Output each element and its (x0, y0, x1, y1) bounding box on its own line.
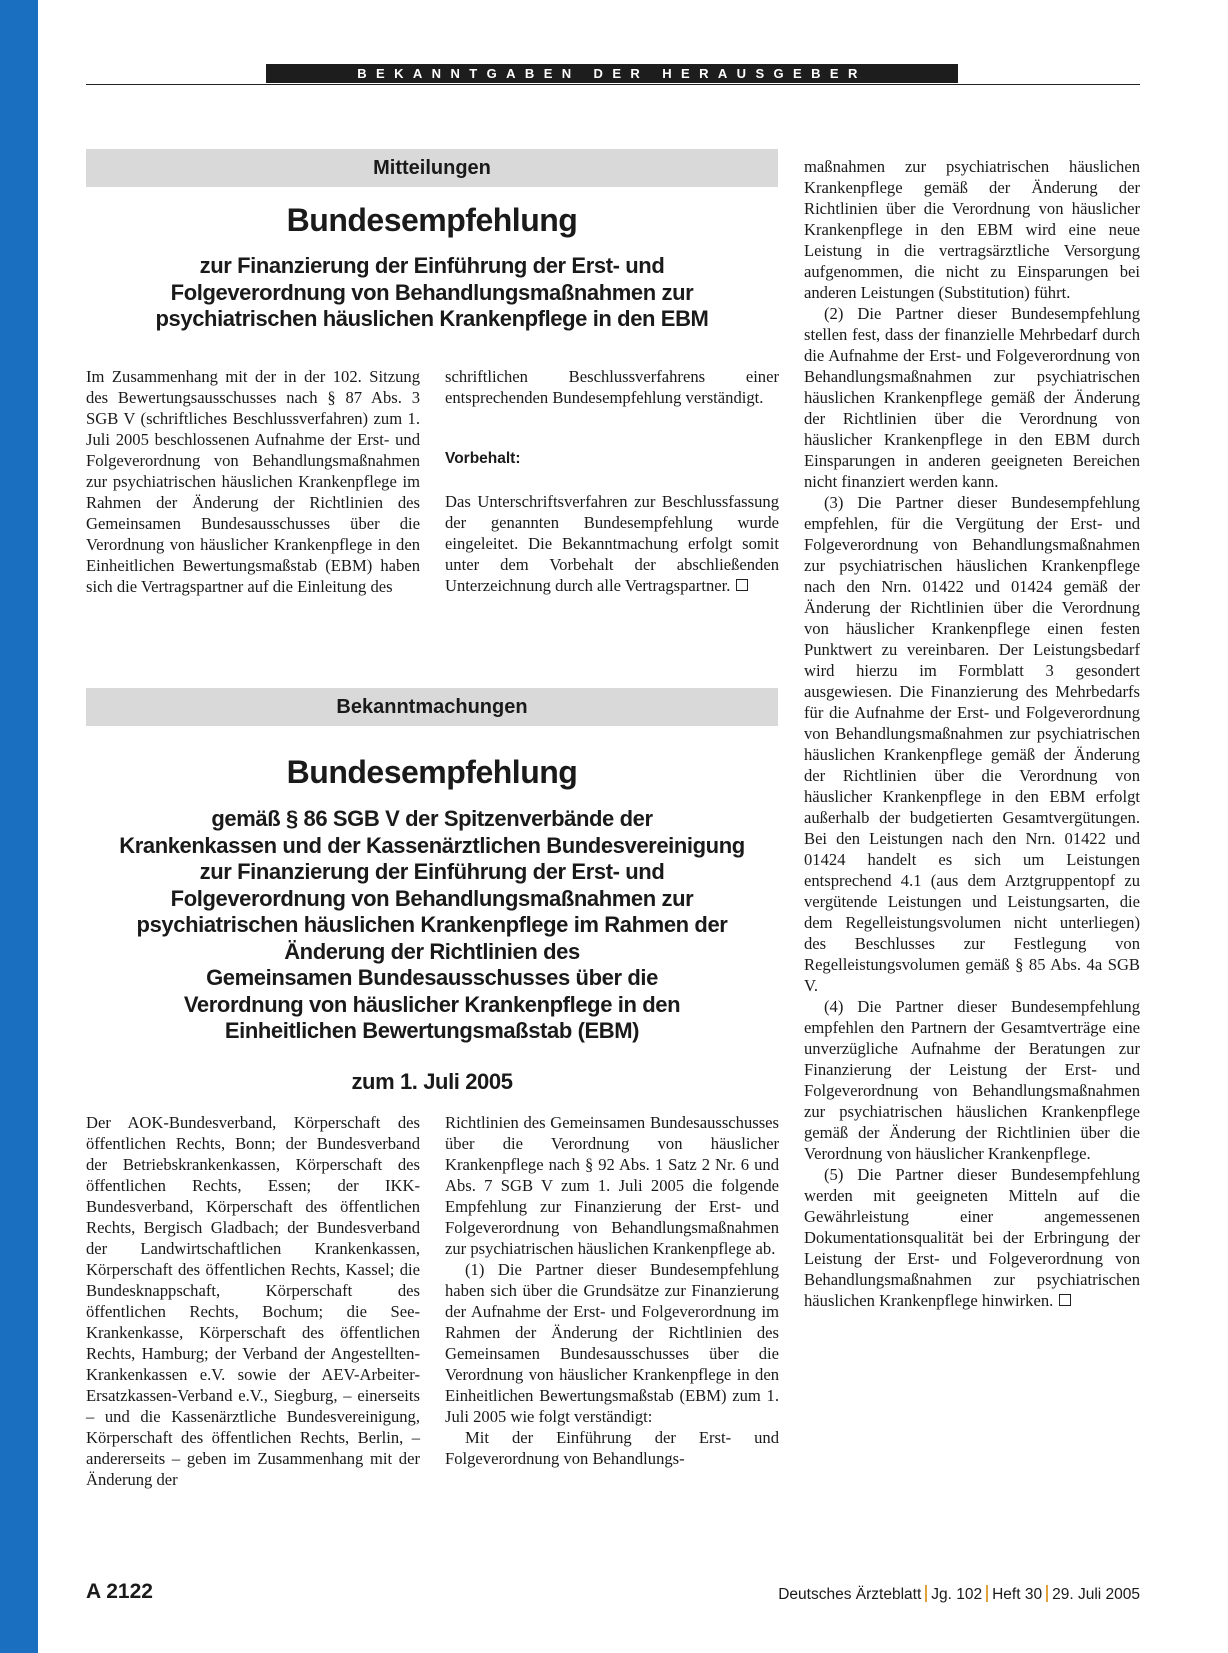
subtitle-line: psychiatrischen häuslichen Krankenpflege in den EBM (155, 306, 709, 331)
separator (986, 1585, 988, 1602)
side-color-bar (0, 0, 38, 1653)
paragraph: (4) Die Partner dieser Bundesempfehlung empfehlen den Partnern der Gesamtverträge eine unverzügliche Aufnahme der Beratungen zur Finanzierung der Leistung der Erst- und Folgeverordnung von Behandlungsmaßnahmen zur psychiatrischen häuslichen Krankenpflege gemäß der Änderung der Richtlinien über die Verordnung von häuslicher Krankenpflege. (804, 997, 1140, 1163)
article1-column-1 (86, 366, 420, 597)
paragraph: (2) Die Partner dieser Bundesempfehlung stellen fest, dass der finanzielle Mehrbedarf durch die Aufnahme der Erst- und Folgeverordnung von Behandlungsmaßnahmen zur psychiatrischen häuslichen Krankenpflege gemäß der Änderung der Richtlinien über die Verordnung von häuslicher Krankenpflege in den EBM durch Einsparungen in anderen geeigneten Bereichen nicht finanziert werden kann. (804, 304, 1140, 491)
paragraph: Richtlinien des Gemeinsamen Bundesausschusses über die Verordnung von häuslicher Krankenpflege nach § 92 Abs. 1 Satz 2 Nr. 6 und Abs. 7 SGB V zum 1. Juli 2005 die folgende Empfehlung zur Finanzierung der Erst- und Folgeverordnung von Behandlungsmaßnahmen zur psychiatrischen häuslichen Krankenpflege ab. (445, 1113, 779, 1258)
subtitle-line: Einheitlichen Bewertungsmaßstab (EBM) (224, 1018, 640, 1043)
journal-info (778, 1585, 1140, 1604)
separator (925, 1585, 927, 1602)
paragraph: Das Unterschriftsverfahren zur Beschlussfassung der genannten Bundesempfehlung wurde eingeleitet. Die Bekanntmachung erfolgt somit unter dem Vorbehalt der abschließenden Unterzeichnung durch alle Vertragspartner. (445, 492, 779, 595)
article1-column-2 (445, 366, 779, 596)
subtitle-line: Folgeverordnung von Behandlungsmaßnahmen zur (170, 885, 694, 911)
separator (1046, 1585, 1048, 1602)
article2-subtitle (86, 806, 778, 1045)
subtitle-line: Verordnung von häuslicher Krankenpflege in den (183, 991, 681, 1017)
section-header-label: BEKANNTGABEN DER HERAUSGEBER (266, 64, 958, 83)
end-of-article-mark (736, 579, 748, 591)
article2-date-line: zum 1. Juli 2005 (351, 1069, 513, 1094)
end-of-article-mark (1059, 1294, 1071, 1306)
article1-title: Bundesempfehlung (286, 202, 578, 238)
category-bar-mitteilungen: Mitteilungen (86, 149, 778, 187)
subtitle-line: zur Finanzierung der Einführung der Erst- und (199, 253, 665, 278)
journal-date: 29. Juli 2005 (1052, 1586, 1140, 1603)
subtitle-line: psychiatrischen häuslichen Krankenpflege im Rahmen der (136, 912, 728, 937)
header-rule (86, 84, 1140, 85)
subtitle-line: Änderung der Richtlinien des (284, 938, 580, 964)
paragraph: (1) Die Partner dieser Bundesempfehlung haben sich über die Grundsätze zur Finanzierung der Aufnahme der Erst- und Folgeverordnung im Rahmen der Änderung der Richtlinien des Gemeinsamen Bundesausschusses über die Verordnung von häuslicher Krankenpflege in den Einheitlichen Bewertungsmaßstab (EBM) zum 1. Juli 2005 wie folgt verständigt: (445, 1260, 779, 1426)
paragraph: maßnahmen zur psychiatrischen häuslichen Krankenpflege gemäß der Änderung der Richtlinien über die Verordnung von häuslicher Krankenpflege in den EBM wird eine neue Leistung in die vertragsärztliche Versorgung aufgenommen, die nicht zu Einsparungen bei anderen Leistungen (Substitution) führt. (804, 157, 1140, 302)
journal-volume: Jg. 102 (931, 1586, 983, 1603)
paragraph: Der AOK-Bundesverband, Körperschaft des öffentlichen Rechts, Bonn; der Bundesverband der Betriebskrankenkassen, Körperschaft des öffentlichen Rechts, Essen; der IKK-Bundesverband, Körperschaft des öffentlichen Rechts, Bergisch Gladbach; der Bundesverband der Landwirtschaftlichen Krankenkassen, Körperschaft des öffentlichen Rechts, Kassel; die Bundesknappschaft, Körperschaft des öffentlichen Rechts, Bochum; die See-Krankenkasse, Körperschaft des öffentlichen Rechts, Hamburg; der Verband der Angestellten-Krankenkassen e.V. sowie der AEV-Arbeiter-Ersatzkassen-Verband e.V., Siegburg, – einerseits – und die Kassenärztliche Bundesvereinigung, Körperschaft des öffentlichen Rechts, Berlin, – andererseits – geben im Zusammenhang mit der Änderung der (86, 1113, 420, 1489)
subtitle-line: gemäß § 86 SGB V der Spitzenverbände der (211, 806, 653, 831)
page-number: A 2122 (86, 1580, 153, 1603)
vorbehalt-heading: Vorbehalt: (445, 450, 521, 467)
paragraph: (5) Die Partner dieser Bundesempfehlung werden mit geeigneten Mitteln auf die Gewährleistung einer angemessenen Dokumentationsqualität bei der Erbringung der Leistung der Erst- und Folgeverordnung von Behandlungsmaßnahmen zur psychiatrischen häuslichen Krankenpflege hinwirken. (804, 1165, 1140, 1310)
article1-subtitle (86, 253, 778, 333)
subtitle-line: Krankenkassen und der Kassenärztlichen Bundesvereinigung (119, 832, 745, 858)
article2-column-1 (86, 1112, 420, 1490)
paragraph: (3) Die Partner dieser Bundesempfehlung empfehlen, für die Vergütung der Erst- und Folgeverordnung von Behandlungsmaßnahmen zur psychiatrischen häuslichen Krankenpflege nach den Nrn. 01422 und 01424 gemäß der Änderung der Richtlinien über die Verordnung von häuslicher Krankenpflege einen festen Punktwert zu vereinbaren. Der Leistungsbedarf wird hierzu im Formblatt 3 gesondert ausgewiesen. Die Finanzierung des Mehrbedarfs für die Aufnahme der Erst- und Folgeverordnung von Behandlungsmaßnahmen zur psychiatrischen häuslichen Krankenpflege gemäß der Änderung der Richtlinien über die Verordnung von häuslicher Krankenpflege in den EBM erfolgt außerhalb der budgetierten Gesamtvergütungen. Bei den Leistungen nach den Nrn. 01422 und 01424 handelt es sich um Leistungen entsprechend 4.1 (aus dem Arztgruppentopf zu vergütende Leistungen und Leistungsarten, die dem Regelleistungsvolumen nicht unterliegen) des Beschlusses zur Festlegung von Regelleistungsvolumen gemäß § 85 Abs. 4a SGB V. (804, 493, 1140, 995)
subtitle-line: Gemeinsamen Bundesausschusses über die (206, 965, 658, 990)
article2-column-2 (445, 1112, 779, 1469)
category-bar-bekanntmachungen: Bekanntmachungen (86, 688, 778, 726)
subtitle-line: zur Finanzierung der Einführung der Erst- und (199, 859, 665, 884)
journal-issue: Heft 30 (992, 1586, 1043, 1603)
subtitle-line: Folgeverordnung von Behandlungsmaßnahmen zur (170, 279, 694, 305)
paragraph: Mit der Einführung der Erst- und Folgeverordnung von Behandlungs- (445, 1428, 779, 1468)
paragraph: Im Zusammenhang mit der in der 102. Sitzung des Bewertungsausschusses nach § 87 Abs. 3 SGB V (schriftliches Beschlussverfahren) zum 1. Juli 2005 beschlossenen Aufnahme der Erst- und Folgeverordnung von Behandlungsmaßnahmen zur psychiatrischen häuslichen Krankenpflege im Rahmen der Änderung der Richtlinien des Gemeinsamen Bundesausschusses über die Verordnung von häuslicher Krankenpflege in den Einheitlichen Bewertungsmaßstab (EBM) haben sich die Vertragspartner auf die Einleitung des (86, 367, 420, 596)
journal-name: Deutsches Ärzteblatt (778, 1586, 922, 1603)
right-column (804, 156, 1140, 1311)
paragraph: schriftlichen Beschlussverfahrens einer entsprechenden Bundesempfehlung verständigt. (445, 367, 779, 407)
article2-title: Bundesempfehlung (286, 754, 578, 790)
